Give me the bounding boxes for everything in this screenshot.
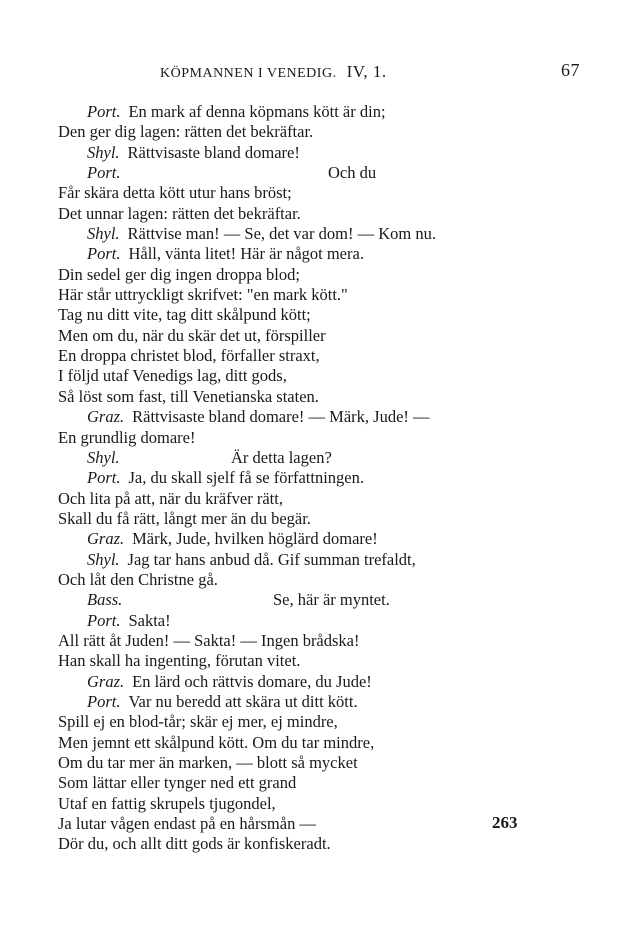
speaker-name: Shyl. (87, 549, 120, 569)
line-text: Rättvisaste bland domare! — Märk, Jude! — (132, 407, 430, 427)
line-text: Den ger dig lagen: rätten det bekräftar. (58, 122, 314, 142)
verse-line (58, 631, 578, 651)
speaker-name: Port. (87, 610, 121, 630)
line-text: Se, här är myntet. (273, 590, 390, 610)
line-text: En lärd och rättvis domare, du Jude! (132, 671, 372, 691)
speaker-name: Port. (87, 691, 121, 711)
verse-line (58, 204, 578, 224)
verse-line (58, 407, 578, 427)
line-text: Märk, Jude, hvilken höglärd domare! (132, 529, 378, 549)
verse-line (58, 590, 578, 610)
line-text: Skall du få rätt, långt mer än du begär. (58, 508, 311, 528)
verse-line (58, 265, 578, 285)
verse-line (58, 163, 578, 183)
verse-line (58, 448, 578, 468)
speaker-name: Port. (87, 244, 121, 264)
speaker-name: Shyl. (87, 447, 120, 467)
line-text: Håll, vänta litet! Här är något mera. (128, 244, 364, 264)
speaker-name: Port. (87, 102, 121, 121)
running-header (160, 62, 580, 82)
verse-line (58, 651, 578, 671)
speaker-name: Port. (87, 468, 121, 488)
speaker-name: Shyl. (87, 142, 120, 162)
line-text: Så löst som fast, till Venetianska staten. (58, 386, 319, 406)
speaker-name: Graz. (87, 671, 125, 691)
verse-line (58, 224, 578, 244)
line-text: Din sedel ger dig ingen droppa blod; (58, 264, 300, 284)
line-text: Här står uttryckligt skrifvet: "en mark kött." (58, 285, 348, 305)
line-text: Jag tar hans anbud då. Gif summan trefaldt, (127, 549, 416, 569)
signature-number: 263 (492, 813, 518, 832)
verse-line (58, 672, 578, 692)
line-text: Rättvisaste bland domare! (127, 142, 300, 162)
line-text: Tag nu ditt vite, tag ditt skålpund kött; (58, 305, 311, 325)
verse-line (58, 244, 578, 264)
line-text: Är detta lagen? (231, 447, 332, 467)
line-text: I följd utaf Venedigs lag, ditt gods, (58, 366, 287, 386)
running-title: KÖPMANNEN I VENEDIG. (160, 66, 337, 81)
line-text: Han skall ha ingenting, förutan vitet. (58, 651, 301, 671)
verse-line (58, 773, 578, 793)
verse-line (58, 143, 578, 163)
line-text: Men jemnt ett skålpund kött. Om du tar mindre, (58, 732, 375, 752)
verse-line (58, 102, 578, 122)
act-scene: IV, 1. (346, 62, 387, 81)
verse-line (58, 529, 578, 549)
speaker-name: Graz. (87, 407, 125, 427)
verse-line (58, 834, 578, 854)
line-text: Sakta! (128, 610, 171, 630)
line-text: Om du tar mer än marken, — blott så mycket (58, 753, 358, 772)
line-text: En mark af denna köpmans kött är din; (128, 102, 386, 121)
verse-line (58, 550, 578, 570)
verse-line (58, 733, 578, 753)
line-text: Ja lutar vågen endast på en hårsmån — (58, 814, 316, 834)
verse-line (58, 326, 578, 346)
speaker-name: Shyl. (87, 224, 120, 244)
page-number: 67 (561, 60, 580, 80)
verse-line (58, 387, 578, 407)
line-text: Ja, du skall sjelf få se författningen. (128, 468, 364, 488)
verse-line (58, 305, 578, 325)
verse-line (58, 489, 578, 509)
verse-line (58, 346, 578, 366)
verse-line (58, 570, 578, 590)
line-text: Och du (328, 163, 377, 183)
verse-line (58, 753, 578, 773)
line-text: Dör du, och allt ditt gods är konfiskeradt. (58, 834, 331, 854)
verse-text (58, 102, 578, 855)
line-text: Men om du, när du skär det ut, förspiller (58, 325, 326, 345)
speaker-name: Port. (87, 163, 121, 183)
speaker-name: Graz. (87, 529, 125, 549)
verse-line (58, 428, 578, 448)
verse-line (58, 468, 578, 488)
line-text: Som lättar eller tynger ned ett grand (58, 773, 297, 793)
line-text: Spill ej en blod-tår; skär ej mer, ej mindre, (58, 712, 338, 732)
line-text: Utaf en fattig skrupels tjugondel, (58, 793, 276, 813)
line-text: Rättvise man! — Se, det var dom! — Kom nu. (127, 224, 436, 244)
line-text: All rätt åt Juden! — Sakta! — Ingen brådska! (58, 630, 360, 650)
speaker-name: Bass. (87, 590, 123, 610)
verse-line (58, 122, 578, 142)
verse-line (58, 692, 578, 712)
verse-line (58, 509, 578, 529)
line-text: Var nu beredd att skära ut ditt kött. (128, 691, 358, 711)
verse-line (58, 794, 578, 814)
line-text: En droppa christet blod, förfaller straxt, (58, 346, 320, 366)
verse-line (58, 611, 578, 631)
line-text: Får skära detta kött utur hans bröst; (58, 183, 292, 203)
verse-line (58, 712, 578, 732)
verse-line (58, 183, 578, 203)
verse-line (58, 285, 578, 305)
verse-line (58, 366, 578, 386)
line-text: Och lita på att, när du kräfver rätt, (58, 488, 283, 508)
line-text: Och låt den Christne gå. (58, 569, 218, 589)
line-text: Det unnar lagen: rätten det bekräftar. (58, 203, 301, 223)
line-text: En grundlig domare! (58, 427, 196, 447)
